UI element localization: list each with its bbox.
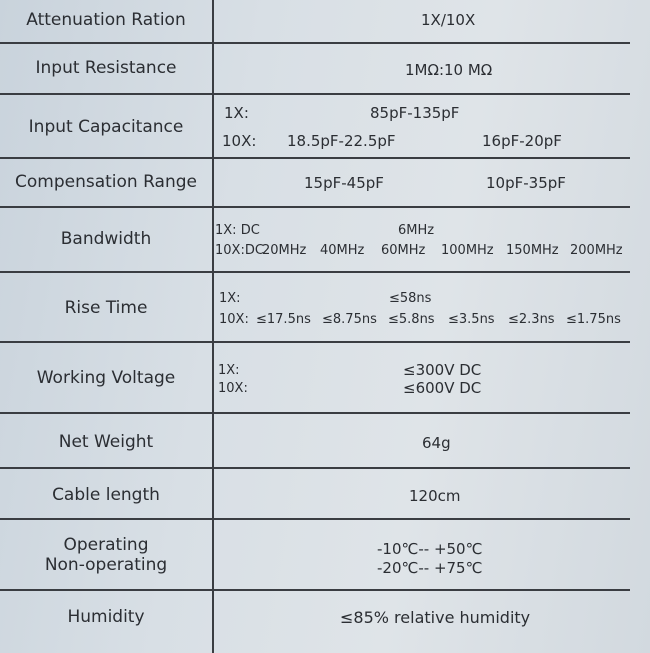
spec-value-net-weight: 64g bbox=[422, 434, 451, 452]
row-divider bbox=[0, 42, 630, 44]
bandwidth-10x-item: 150MHz bbox=[506, 243, 559, 258]
bandwidth-10x-prefix: 10X:DC bbox=[215, 243, 264, 258]
row-divider bbox=[0, 206, 630, 208]
row-divider bbox=[0, 467, 630, 469]
rise-time-10x-item: ≤5.8ns bbox=[388, 312, 435, 327]
bandwidth-10x-item: 40MHz bbox=[320, 243, 365, 258]
bandwidth-10x-item: 20MHz bbox=[262, 243, 307, 258]
spec-label-net-weight: Net Weight bbox=[58, 432, 154, 452]
capacitance-10x-value-a: 18.5pF-22.5pF bbox=[287, 132, 396, 150]
row-divider bbox=[0, 157, 630, 159]
operating-temperature-value: -10℃-- +50℃ bbox=[377, 540, 483, 558]
spec-label-compensation-range: Compensation Range bbox=[15, 172, 197, 192]
capacitance-10x-prefix: 10X: bbox=[222, 132, 257, 150]
rise-time-1x-prefix: 1X: bbox=[219, 291, 241, 306]
row-divider bbox=[0, 589, 630, 591]
rise-time-10x-item: ≤1.75ns bbox=[566, 312, 621, 327]
rise-time-10x-item: ≤3.5ns bbox=[448, 312, 495, 327]
spec-label-cable-length: Cable length bbox=[52, 485, 160, 505]
spec-label-input-resistance: Input Resistance bbox=[35, 58, 177, 78]
non-operating-temperature-value: -20℃-- +75℃ bbox=[377, 559, 483, 577]
row-divider bbox=[0, 93, 630, 95]
capacitance-1x-value: 85pF-135pF bbox=[370, 104, 460, 122]
bandwidth-1x-value: 6MHz bbox=[398, 223, 435, 238]
row-divider bbox=[0, 271, 630, 273]
rise-time-10x-item: ≤17.5ns bbox=[256, 312, 311, 327]
voltage-10x-prefix: 10X: bbox=[218, 381, 248, 396]
rise-time-10x-item: ≤8.75ns bbox=[322, 312, 377, 327]
rise-time-1x-value: ≤58ns bbox=[389, 291, 432, 306]
spec-value-input-resistance: 1MΩ:10 MΩ bbox=[405, 61, 493, 79]
spec-label-humidity: Humidity bbox=[67, 607, 145, 627]
spec-value-cable-length: 120cm bbox=[409, 487, 461, 505]
column-divider bbox=[212, 0, 214, 653]
compensation-value-a: 15pF-45pF bbox=[304, 174, 384, 192]
compensation-value-b: 10pF-35pF bbox=[486, 174, 566, 192]
bandwidth-10x-item: 60MHz bbox=[381, 243, 426, 258]
spec-label-attenuation: Attenuation Ration bbox=[26, 10, 186, 30]
spec-label-rise-time: Rise Time bbox=[64, 298, 148, 318]
voltage-1x-value: ≤300V DC bbox=[403, 361, 482, 379]
row-divider bbox=[0, 412, 630, 414]
voltage-10x-value: ≤600V DC bbox=[403, 379, 482, 397]
spec-label-non-operating: Non-operating bbox=[44, 555, 168, 575]
bandwidth-1x-prefix: 1X: DC bbox=[215, 223, 260, 238]
spec-value-attenuation: 1X/10X bbox=[421, 11, 476, 29]
spec-label-input-capacitance: Input Capacitance bbox=[28, 117, 184, 137]
rise-time-10x-item: ≤2.3ns bbox=[508, 312, 555, 327]
rise-time-10x-prefix: 10X: bbox=[219, 312, 249, 327]
spec-label-working-voltage: Working Voltage bbox=[36, 368, 176, 388]
spec-label-bandwidth: Bandwidth bbox=[60, 229, 152, 249]
bandwidth-10x-item: 200MHz bbox=[570, 243, 623, 258]
capacitance-1x-prefix: 1X: bbox=[224, 104, 249, 122]
row-divider bbox=[0, 341, 630, 343]
row-divider bbox=[0, 518, 630, 520]
voltage-1x-prefix: 1X: bbox=[218, 363, 240, 378]
spec-label-operating: Operating bbox=[63, 535, 149, 555]
capacitance-10x-value-b: 16pF-20pF bbox=[482, 132, 562, 150]
spec-value-humidity: ≤85% relative humidity bbox=[340, 608, 531, 627]
bandwidth-10x-item: 100MHz bbox=[441, 243, 494, 258]
